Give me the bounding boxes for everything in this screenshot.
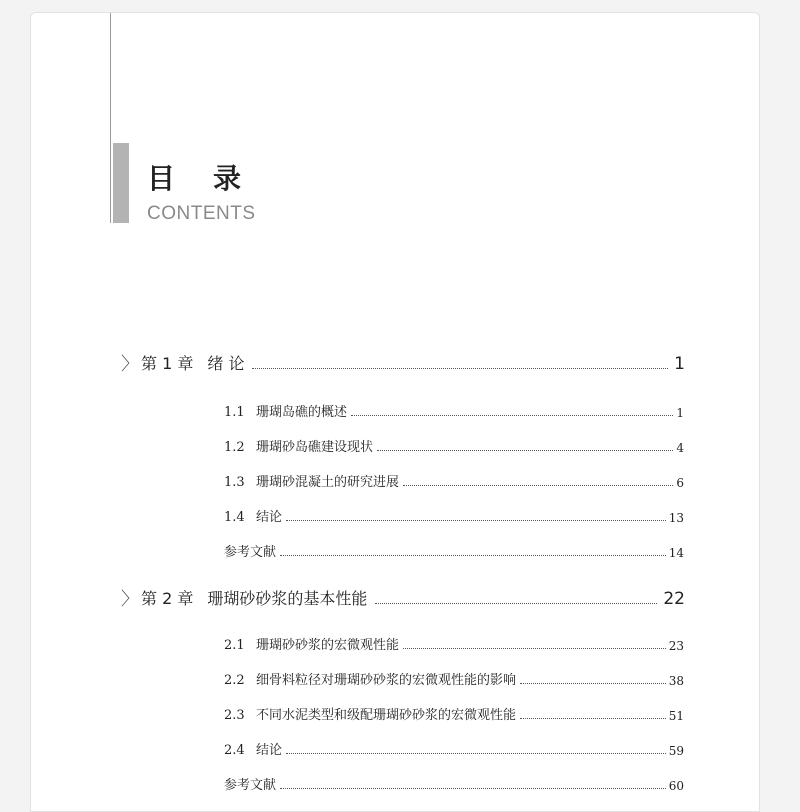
section-title: 珊瑚砂岛礁建设现状	[256, 440, 374, 455]
dot-leader	[403, 648, 666, 649]
toc-chapter-2[interactable]	[121, 586, 685, 609]
section-page: 13	[668, 511, 684, 525]
section-page: 1	[676, 406, 684, 420]
section-page: 59	[668, 744, 684, 758]
section-number: 2.4	[224, 743, 245, 758]
section-title: 珊瑚岛礁的概述	[256, 405, 348, 420]
toc-section[interactable]	[224, 541, 684, 560]
section-page: 6	[676, 476, 684, 490]
section-title: 参考文献	[224, 778, 277, 793]
section-page: 38	[668, 674, 684, 688]
toc-section[interactable]	[224, 669, 684, 688]
section-page: 23	[668, 639, 684, 653]
toc-section[interactable]	[224, 471, 684, 490]
dot-leader	[377, 450, 673, 451]
dot-leader	[286, 753, 666, 754]
chapter-number: 第 1 章	[141, 354, 194, 373]
section-number: 1.3	[224, 475, 245, 490]
section-number: 2.1	[224, 638, 245, 653]
dot-leader	[520, 683, 666, 684]
section-page: 14	[668, 546, 684, 560]
dot-leader	[375, 603, 657, 604]
section-number: 2.3	[224, 708, 245, 723]
section-title: 珊瑚砂砂浆的宏微观性能	[256, 638, 400, 653]
dot-leader	[520, 718, 666, 719]
toc-section[interactable]	[224, 506, 684, 525]
toc-section[interactable]	[224, 401, 684, 420]
page-title: 目录	[147, 162, 280, 195]
chapter-title: 绪 论	[207, 354, 245, 373]
toc-section[interactable]	[224, 634, 684, 653]
section-number: 1.4	[224, 510, 245, 525]
toc-section[interactable]	[224, 739, 684, 758]
section-title: 珊瑚砂混凝土的研究进展	[256, 475, 400, 490]
section-page: 51	[668, 709, 684, 723]
chevron-right-icon: 〉	[121, 354, 139, 375]
section-page: 4	[676, 441, 684, 455]
chevron-right-icon: 〉	[121, 589, 139, 610]
chapter-page: 1	[674, 354, 685, 374]
section-title: 参考文献	[224, 545, 277, 560]
dot-leader	[252, 368, 668, 369]
vertical-rule	[110, 13, 111, 223]
document-page	[30, 12, 760, 812]
toc-section[interactable]	[224, 704, 684, 723]
dot-leader	[280, 555, 666, 556]
toc-section[interactable]	[224, 436, 684, 455]
section-number: 1.2	[224, 440, 245, 455]
chapter-title: 珊瑚砂砂浆的基本性能	[207, 589, 368, 608]
section-page: 60	[668, 779, 684, 793]
dot-leader	[280, 788, 666, 789]
chapter-number: 第 2 章	[141, 589, 194, 608]
toc-chapter-1[interactable]	[121, 351, 685, 374]
dot-leader	[351, 415, 673, 416]
section-number: 2.2	[224, 673, 245, 688]
section-title: 结论	[256, 510, 283, 525]
page-subtitle: CONTENTS	[147, 203, 256, 224]
section-title: 细骨料粒径对珊瑚砂砂浆的宏微观性能的影响	[256, 673, 517, 688]
chapter-page: 22	[663, 589, 685, 609]
toc-section[interactable]	[224, 774, 684, 793]
section-number: 1.1	[224, 405, 245, 420]
heading-accent-bar	[113, 143, 129, 223]
section-title: 不同水泥类型和级配珊瑚砂砂浆的宏微观性能	[256, 708, 517, 723]
dot-leader	[286, 520, 666, 521]
section-title: 结论	[256, 743, 283, 758]
dot-leader	[403, 485, 673, 486]
